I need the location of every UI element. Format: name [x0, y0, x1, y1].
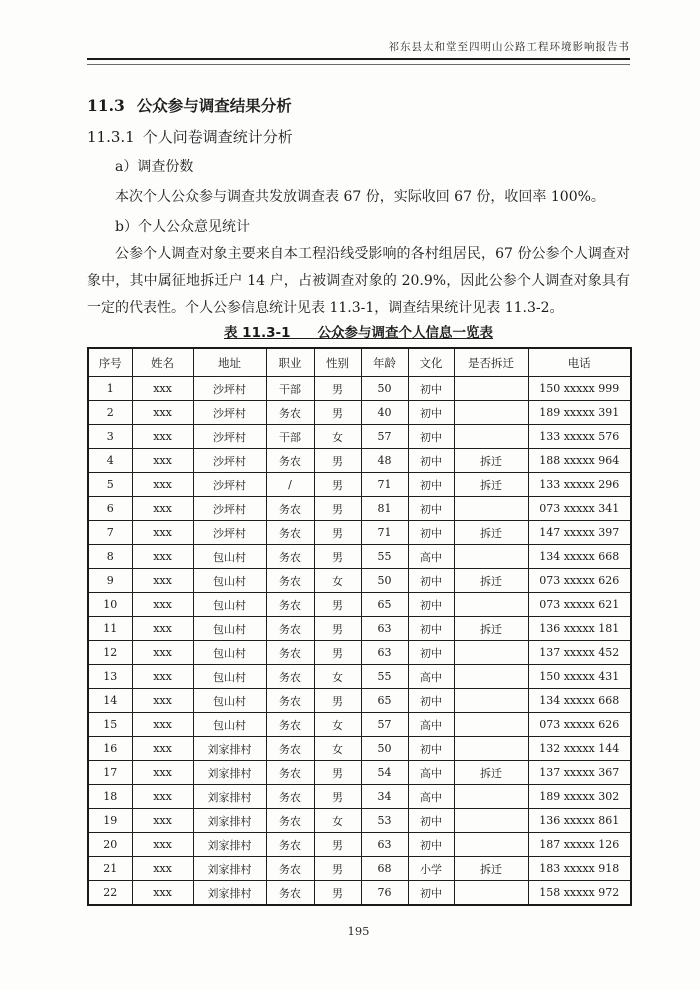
- page-number: 195: [347, 924, 370, 938]
- column-header-6: 文化: [408, 348, 454, 377]
- table-cell: 刘家排村: [193, 833, 266, 857]
- table-cell: 150 xxxxx 999: [528, 377, 631, 401]
- table-cell: 初中: [408, 833, 454, 857]
- table-cell: 务农: [266, 641, 314, 665]
- table-cell: 48: [361, 449, 408, 473]
- table-cell: 女: [314, 737, 361, 761]
- table-cell: [454, 881, 528, 906]
- table-cell: 刘家排村: [193, 737, 266, 761]
- table-cell: 男: [314, 497, 361, 521]
- table-cell: 137 xxxxx 367: [528, 761, 631, 785]
- table-cell: 137 xxxxx 452: [528, 641, 631, 665]
- table-cell: 刘家排村: [193, 881, 266, 906]
- column-header-7: 是否拆迁: [454, 348, 528, 377]
- table-cell: 包山村: [193, 713, 266, 737]
- table-cell: xxx: [132, 569, 193, 593]
- list-item-b: b）个人公众意见统计: [115, 219, 250, 235]
- list-item-a: a）调查份数: [115, 159, 194, 175]
- table-cell: 包山村: [193, 665, 266, 689]
- table-cell: xxx: [132, 713, 193, 737]
- table-cell: 初中: [408, 449, 454, 473]
- table-cell: 初中: [408, 497, 454, 521]
- table-cell: 073 xxxxx 621: [528, 593, 631, 617]
- table-cell: 初中: [408, 425, 454, 449]
- table-cell: 务农: [266, 545, 314, 569]
- table-cell: 男: [314, 857, 361, 881]
- table-cell: 133 xxxxx 576: [528, 425, 631, 449]
- table-cell: 初中: [408, 641, 454, 665]
- table-cell: 务农: [266, 881, 314, 906]
- table-cell: 34: [361, 785, 408, 809]
- table-cell: 初中: [408, 473, 454, 497]
- table-cell: 初中: [408, 881, 454, 906]
- table-cell: [454, 593, 528, 617]
- table-cell: 189 xxxxx 391: [528, 401, 631, 425]
- table-cell: xxx: [132, 881, 193, 906]
- column-header-2: 地址: [193, 348, 266, 377]
- table-cell: 务农: [266, 689, 314, 713]
- table-cell: 55: [361, 665, 408, 689]
- table-cell: 8: [88, 545, 132, 569]
- table-cell: 男: [314, 785, 361, 809]
- table-cell: 40: [361, 401, 408, 425]
- table-header-row: [88, 348, 631, 377]
- table-cell: 初中: [408, 377, 454, 401]
- table-cell: 63: [361, 833, 408, 857]
- table-cell: 5: [88, 473, 132, 497]
- table-cell: 拆迁: [454, 569, 528, 593]
- table-cell: [454, 833, 528, 857]
- subsection-number: 11.3.1: [87, 128, 135, 146]
- table-row: [88, 641, 631, 665]
- table-row: [88, 785, 631, 809]
- table-cell: 包山村: [193, 689, 266, 713]
- table-cell: xxx: [132, 641, 193, 665]
- table-header-row: [88, 348, 631, 377]
- table-cell: xxx: [132, 473, 193, 497]
- table-cell: 68: [361, 857, 408, 881]
- table-cell: 14: [88, 689, 132, 713]
- table-row: [88, 761, 631, 785]
- table-cell: 初中: [408, 521, 454, 545]
- table-cell: 男: [314, 689, 361, 713]
- table-cell: 务农: [266, 617, 314, 641]
- table-cell: 男: [314, 545, 361, 569]
- table-cell: xxx: [132, 617, 193, 641]
- table-body: [88, 377, 631, 906]
- table-cell: 6: [88, 497, 132, 521]
- table-row: [88, 521, 631, 545]
- column-header-0: 序号: [88, 348, 132, 377]
- table-caption: 表 11.3-1 公众参与调查个人信息一览表: [223, 325, 493, 341]
- table-cell: 63: [361, 617, 408, 641]
- table-cell: 务农: [266, 497, 314, 521]
- table-cell: 男: [314, 881, 361, 906]
- table-cell: 男: [314, 377, 361, 401]
- column-header-8: 电话: [528, 348, 631, 377]
- table-cell: xxx: [132, 401, 193, 425]
- column-header-3: 职业: [266, 348, 314, 377]
- table-cell: 包山村: [193, 593, 266, 617]
- table-cell: 54: [361, 761, 408, 785]
- table-row: [88, 473, 631, 497]
- table-cell: 初中: [408, 617, 454, 641]
- table-cell: 187 xxxxx 126: [528, 833, 631, 857]
- table-cell: 男: [314, 617, 361, 641]
- table-cell: 3: [88, 425, 132, 449]
- table-cell: 50: [361, 377, 408, 401]
- table-cell: 76: [361, 881, 408, 906]
- running-header-title: 祁东县太和堂至四明山公路工程环境影响报告书: [388, 41, 630, 53]
- table-cell: 55: [361, 545, 408, 569]
- table-cell: xxx: [132, 521, 193, 545]
- table-cell: 女: [314, 713, 361, 737]
- table-cell: 男: [314, 641, 361, 665]
- table-cell: 13: [88, 665, 132, 689]
- table-cell: 拆迁: [454, 449, 528, 473]
- table-cell: 初中: [408, 809, 454, 833]
- table-row: [88, 737, 631, 761]
- table-cell: [454, 497, 528, 521]
- table-cell: [454, 785, 528, 809]
- table-cell: 132 xxxxx 144: [528, 737, 631, 761]
- table-cell: 50: [361, 737, 408, 761]
- table-cell: 158 xxxxx 972: [528, 881, 631, 906]
- table-row: [88, 833, 631, 857]
- table-cell: 拆迁: [454, 617, 528, 641]
- table-cell: 高中: [408, 761, 454, 785]
- table-cell: 57: [361, 425, 408, 449]
- table-cell: xxx: [132, 761, 193, 785]
- table-cell: xxx: [132, 857, 193, 881]
- table-cell: 务农: [266, 713, 314, 737]
- table-row: [88, 401, 631, 425]
- table-cell: 刘家排村: [193, 809, 266, 833]
- table-cell: 男: [314, 833, 361, 857]
- table-cell: 拆迁: [454, 857, 528, 881]
- table-cell: 刘家排村: [193, 785, 266, 809]
- table-row: [88, 809, 631, 833]
- table-cell: xxx: [132, 449, 193, 473]
- table-row: [88, 665, 631, 689]
- table-row: [88, 569, 631, 593]
- table-cell: 134 xxxxx 668: [528, 545, 631, 569]
- table-cell: 71: [361, 521, 408, 545]
- table-cell: 干部: [266, 377, 314, 401]
- table-cell: xxx: [132, 593, 193, 617]
- table-cell: 务农: [266, 809, 314, 833]
- table-cell: 务农: [266, 593, 314, 617]
- table-cell: 65: [361, 689, 408, 713]
- table-cell: 183 xxxxx 918: [528, 857, 631, 881]
- table-cell: 务农: [266, 449, 314, 473]
- table-cell: 136 xxxxx 181: [528, 617, 631, 641]
- table-cell: 初中: [408, 593, 454, 617]
- table-cell: 81: [361, 497, 408, 521]
- table-cell: xxx: [132, 425, 193, 449]
- table-cell: 初中: [408, 689, 454, 713]
- table-cell: xxx: [132, 833, 193, 857]
- header-divider: [87, 58, 630, 65]
- table-cell: 务农: [266, 737, 314, 761]
- table-cell: xxx: [132, 809, 193, 833]
- table-cell: 073 xxxxx 626: [528, 569, 631, 593]
- section-title: 公众参与调查结果分析: [136, 97, 292, 115]
- table-cell: [454, 737, 528, 761]
- table-cell: 高中: [408, 785, 454, 809]
- table-cell: 包山村: [193, 641, 266, 665]
- table-cell: 17: [88, 761, 132, 785]
- table-cell: 19: [88, 809, 132, 833]
- table-cell: [454, 401, 528, 425]
- table-cell: [454, 425, 528, 449]
- table-cell: 11: [88, 617, 132, 641]
- table-cell: 沙坪村: [193, 401, 266, 425]
- table-cell: 189 xxxxx 302: [528, 785, 631, 809]
- table-cell: 干部: [266, 425, 314, 449]
- table-cell: 小学: [408, 857, 454, 881]
- table-cell: 拆迁: [454, 761, 528, 785]
- table-cell: 073 xxxxx 341: [528, 497, 631, 521]
- table-row: [88, 425, 631, 449]
- table-row: [88, 881, 631, 906]
- table-cell: 150 xxxxx 431: [528, 665, 631, 689]
- table-cell: 包山村: [193, 617, 266, 641]
- table-cell: 高中: [408, 713, 454, 737]
- table-cell: 男: [314, 449, 361, 473]
- table-row: [88, 497, 631, 521]
- table-cell: 147 xxxxx 397: [528, 521, 631, 545]
- table-cell: 包山村: [193, 569, 266, 593]
- table-cell: 务农: [266, 833, 314, 857]
- table-cell: 71: [361, 473, 408, 497]
- table-cell: 12: [88, 641, 132, 665]
- table-cell: 务农: [266, 761, 314, 785]
- table-cell: 4: [88, 449, 132, 473]
- table-cell: 刘家排村: [193, 761, 266, 785]
- table-cell: 务农: [266, 665, 314, 689]
- table-row: [88, 377, 631, 401]
- table-row: [88, 593, 631, 617]
- table-cell: 高中: [408, 545, 454, 569]
- table-cell: 沙坪村: [193, 449, 266, 473]
- table-cell: xxx: [132, 737, 193, 761]
- table-cell: 073 xxxxx 626: [528, 713, 631, 737]
- table-cell: 20: [88, 833, 132, 857]
- table-row: [88, 617, 631, 641]
- table-cell: 53: [361, 809, 408, 833]
- table-cell: 沙坪村: [193, 377, 266, 401]
- table-cell: 沙坪村: [193, 497, 266, 521]
- table-cell: 男: [314, 473, 361, 497]
- table-cell: 初中: [408, 569, 454, 593]
- table-cell: 134 xxxxx 668: [528, 689, 631, 713]
- table-cell: 初中: [408, 737, 454, 761]
- table-row: [88, 545, 631, 569]
- table-cell: 133 xxxxx 296: [528, 473, 631, 497]
- table-cell: 女: [314, 569, 361, 593]
- table-cell: xxx: [132, 545, 193, 569]
- table-cell: 9: [88, 569, 132, 593]
- column-header-5: 年龄: [361, 348, 408, 377]
- table-cell: 16: [88, 737, 132, 761]
- paragraph-survey-count: 本次个人公众参与调查共发放调查表 67 份，实际收回 67 份，收回率 100%。: [115, 189, 605, 205]
- table-row: [88, 689, 631, 713]
- column-header-4: 性别: [314, 348, 361, 377]
- table-cell: [454, 545, 528, 569]
- table-cell: 22: [88, 881, 132, 906]
- table-cell: xxx: [132, 785, 193, 809]
- paragraph-survey-respondents: 公参个人调查对象主要来自本工程沿线受影响的各村组居民，67 份公参个人调查对象中，其中属征地拆迁户 14 户，占被调查对象的 20.9%，因此公参个人调查对象具有一定的代表性。个人公参信息统计见表 11.3-1，调查结果统计见表 11.3-2。: [87, 246, 630, 316]
- table-cell: 拆迁: [454, 521, 528, 545]
- table-cell: 沙坪村: [193, 521, 266, 545]
- table-cell: [454, 665, 528, 689]
- table-cell: xxx: [132, 497, 193, 521]
- table-cell: 包山村: [193, 545, 266, 569]
- table-cell: 15: [88, 713, 132, 737]
- table-row: [88, 449, 631, 473]
- table-cell: xxx: [132, 689, 193, 713]
- table-cell: 10: [88, 593, 132, 617]
- subsection-title: 个人问卷调查统计分析: [142, 128, 293, 146]
- table-row: [88, 713, 631, 737]
- table-cell: 初中: [408, 401, 454, 425]
- table-cell: 63: [361, 641, 408, 665]
- table-cell: 18: [88, 785, 132, 809]
- table-cell: 7: [88, 521, 132, 545]
- table-cell: xxx: [132, 377, 193, 401]
- subsection-heading: [87, 126, 630, 148]
- table-cell: 50: [361, 569, 408, 593]
- survey-info-table: [87, 347, 632, 906]
- section-heading: [87, 95, 630, 117]
- table-cell: /: [266, 473, 314, 497]
- table-row: [88, 857, 631, 881]
- table-cell: 男: [314, 593, 361, 617]
- table-cell: 务农: [266, 785, 314, 809]
- table-cell: 57: [361, 713, 408, 737]
- table-cell: 21: [88, 857, 132, 881]
- section-number: 11.3: [87, 96, 125, 115]
- table-cell: 高中: [408, 665, 454, 689]
- table-cell: 男: [314, 401, 361, 425]
- table-cell: 女: [314, 665, 361, 689]
- table-cell: 2: [88, 401, 132, 425]
- table-cell: 务农: [266, 401, 314, 425]
- table-cell: [454, 377, 528, 401]
- table-cell: 务农: [266, 569, 314, 593]
- table-cell: 男: [314, 521, 361, 545]
- table-cell: 65: [361, 593, 408, 617]
- table-cell: 拆迁: [454, 473, 528, 497]
- table-cell: 136 xxxxx 861: [528, 809, 631, 833]
- table-cell: [454, 713, 528, 737]
- table-cell: xxx: [132, 665, 193, 689]
- table-cell: [454, 689, 528, 713]
- table-cell: 188 xxxxx 964: [528, 449, 631, 473]
- table-cell: 务农: [266, 521, 314, 545]
- table-cell: 女: [314, 809, 361, 833]
- table-cell: [454, 809, 528, 833]
- table-cell: 刘家排村: [193, 857, 266, 881]
- table-cell: 沙坪村: [193, 473, 266, 497]
- table-cell: 1: [88, 377, 132, 401]
- column-header-1: 姓名: [132, 348, 193, 377]
- table-cell: [454, 641, 528, 665]
- table-cell: 男: [314, 761, 361, 785]
- table-cell: 女: [314, 425, 361, 449]
- table-cell: 务农: [266, 857, 314, 881]
- table-cell: 沙坪村: [193, 425, 266, 449]
